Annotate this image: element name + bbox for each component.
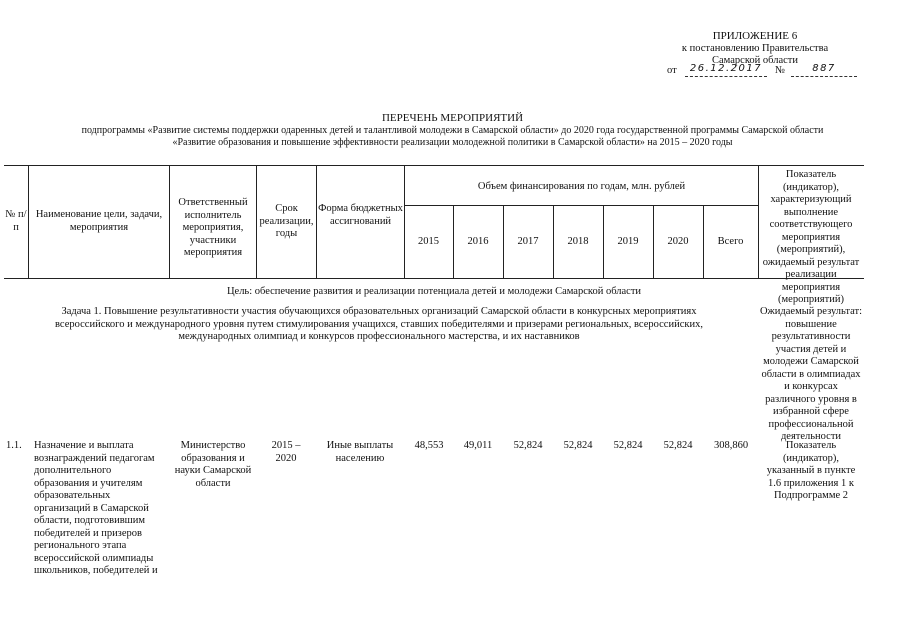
- task-row: Задача 1. Повышение результативности участия обучающихся образовательных организаций Самарской области в конкурсных мероприятиях всероссийского и международного уровня путем стимулирования учащихся, ставших победителями и призерами региональных, всероссийских, международных олимпиад и конкурсов профессионального мастерства, и их наставников: [55, 306, 703, 342]
- appendix-block: [655, 30, 855, 68]
- row-value-2018: 52,824: [563, 440, 593, 451]
- header-year-2017: 2017: [517, 236, 539, 247]
- row-value-2019: 52,824: [613, 440, 643, 451]
- appendix-date-line: [667, 63, 867, 77]
- number-label: №: [775, 65, 786, 76]
- row-value-2015: 48,553: [414, 440, 444, 451]
- row-form: Иные выплаты населению: [326, 440, 394, 464]
- header-indicator: Показатель (индикатор), характеризующий выполнение соответствующего мероприятия (мероприятий), ожидаемый результат реализации мероприятия (мероприятий): [762, 169, 860, 305]
- header-form: Форма бюджетных ассигнований: [318, 203, 403, 227]
- heading-line2: «Развитие образования и повышение эффективности реализации молодежной политики в Самарской области» на 2015 – 2020 годы: [172, 137, 733, 148]
- row-value-2016: 49,011: [463, 440, 493, 451]
- header-year-2019: 2019: [617, 236, 639, 247]
- row-indicator: Показатель (индикатор), указанный в пункте 1.6 приложения 1 к Подпрограмме 2: [766, 440, 856, 501]
- header-funding: Объем финансирования по годам, млн. рублей: [477, 181, 686, 192]
- header-year-2020: 2020: [667, 236, 689, 247]
- header-name: Наименование цели, задачи, мероприятия: [35, 209, 163, 233]
- header-term: Срок реализации, годы: [259, 203, 314, 239]
- row-value-2020: 52,824: [663, 440, 693, 451]
- appendix-title: ПРИЛОЖЕНИЕ 6: [712, 30, 798, 42]
- appendix-date: 26.12.2017: [685, 63, 767, 77]
- row-responsible: Министерство образования и науки Самарской области: [174, 440, 252, 489]
- header-responsible: Ответственный исполнитель мероприятия, участники мероприятия: [178, 197, 248, 258]
- goal-row: Цель: обеспечение развития и реализации потенциала детей и молодежи Самарской области: [226, 286, 642, 297]
- header-total: Всего: [717, 236, 744, 247]
- document-heading: [0, 112, 905, 150]
- row-name: Назначение и выплата вознаграждений педагогам дополнительного образования и учителям образовательных организаций в Самарской области, подготовившим победителей и призеров регионального этапа всероссийской олимпиады школьников, победителей и: [34, 440, 158, 576]
- heading-title: ПЕРЕЧЕНЬ МЕРОПРИЯТИЙ: [381, 112, 524, 124]
- header-year-2015: 2015: [418, 236, 439, 247]
- task-result: Ожидаемый результат: повышение результативности участия детей и молодежи Самарской области в олимпиадах и конкурсах различного уровня в избранной сфере профессиональной деятельности: [759, 306, 863, 442]
- appendix-line2: Самарской области: [712, 55, 798, 66]
- row-num: 1.1.: [6, 440, 22, 451]
- appendix-line1: к постановлению Правительства: [681, 42, 829, 54]
- heading-line1: подпрограммы «Развитие системы поддержки одаренных детей и талантливой молодежи в Самарской области» до 2020 года государственной программы Самарской области: [81, 124, 824, 136]
- row-value-2017: 52,824: [513, 440, 543, 451]
- row-term: 2015 – 2020: [271, 440, 301, 464]
- header-year-2018: 2018: [567, 236, 589, 247]
- from-label: от: [667, 65, 677, 76]
- header-year-2016: 2016: [467, 236, 489, 247]
- header-num: № п/п: [5, 209, 27, 233]
- appendix-number: 887: [791, 63, 857, 77]
- row-value-total: 308,860: [713, 440, 749, 451]
